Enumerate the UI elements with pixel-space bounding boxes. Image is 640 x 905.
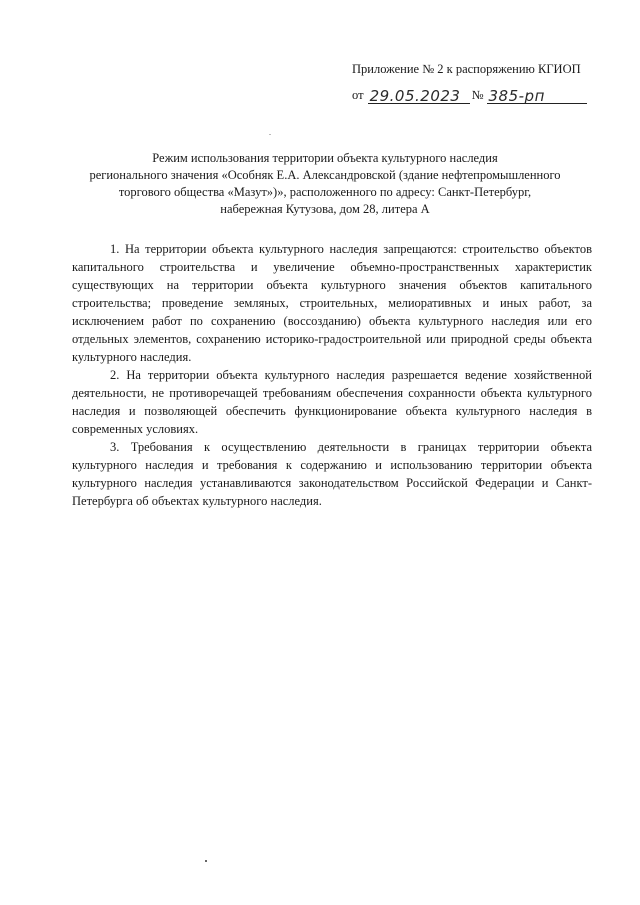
order-date-number-line	[352, 86, 602, 104]
scan-speck-bottom	[205, 860, 207, 862]
scan-speck	[269, 134, 271, 135]
appendix-reference: Приложение № 2 к распоряжению КГИОП	[352, 62, 581, 76]
title-line-2: регионального значения «Особняк Е.А. Александровской (здание нефтепромышленного	[89, 168, 561, 182]
paragraph-1: 1. На территории объекта культурного наследия запрещаются: строительство объектов капитального строительства и увеличение объемно-пространственных характеристик существующих на территории объекта культурного значения объектов капитального строительства; проведение земляных, строительных, мелиоративных и иных работ, за исключением работ по сохранению (воссозданию) объекта культурного наследия или его отдельных элементов, сохранению историко-градостроительной или природной среды объекта культурного наследия.	[72, 242, 592, 364]
number-label: №	[471, 88, 484, 102]
handwritten-order-number: 385-рп	[487, 89, 587, 104]
document-header	[352, 60, 602, 104]
title-line-3: торгового общества «Мазут»)», расположенного по адресу: Санкт-Петербург,	[118, 185, 532, 199]
document-title	[60, 150, 590, 218]
handwritten-date: 29.05.2023	[368, 89, 470, 104]
paragraph-2: 2. На территории объекта культурного наследия разрешается ведение хозяйственной деятельности, не противоречащей требованиям обеспечения сохранности объекта культурного наследия и позволяющей обеспечить функционирование объекта культурного наследия в современных условиях.	[72, 368, 592, 436]
paragraph-3: 3. Требования к осуществлению деятельности в границах территории объекта культурного наследия и требования к содержанию и использованию территории объекта культурного наследия устанавливаются законодательством Российской Федерации и Санкт-Петербурга об объектах культурного наследия.	[72, 440, 592, 508]
title-line-4: набережная Кутузова, дом 28, литера А	[220, 202, 430, 216]
title-line-1: Режим использования территории объекта культурного наследия	[152, 151, 498, 165]
from-label: от	[352, 88, 364, 102]
document-body	[72, 240, 592, 510]
